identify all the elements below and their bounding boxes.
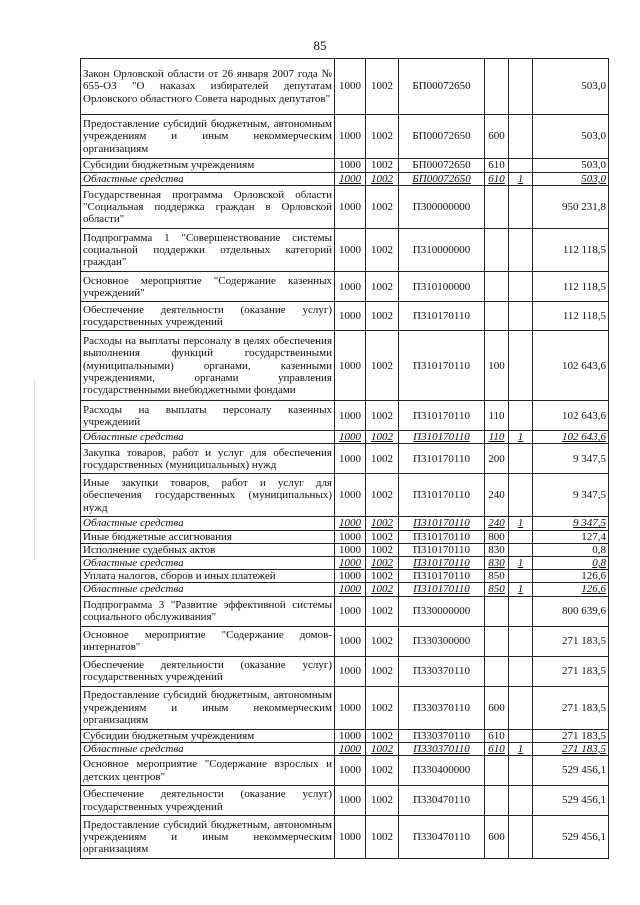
cell-funding-source xyxy=(509,331,533,401)
cell-subsection: 1002 xyxy=(366,570,399,583)
cell-funding-source xyxy=(509,474,533,517)
cell-funding-source xyxy=(509,401,533,431)
cell-target-article: БП00072650 xyxy=(399,59,485,115)
cell-section: 1000 xyxy=(335,115,366,159)
table-row xyxy=(81,570,609,583)
cell-amount: 0,8 xyxy=(533,543,609,556)
cell-target-article: П310000000 xyxy=(399,229,485,272)
table-row xyxy=(81,596,609,626)
cell-funding-source xyxy=(509,159,533,173)
cell-expense-type: 600 xyxy=(485,816,509,859)
cell-name: Обеспечение деятельности (оказание услуг) государственных учреждений xyxy=(81,786,335,816)
cell-expense-type: 610 xyxy=(485,729,509,742)
cell-section: 1000 xyxy=(335,596,366,626)
cell-name: Расходы на выплаты персоналу в целях обеспечения выполнения функций государственными (муниципальными) органами, казенными учреждениями, органами управления государственными внебюджетными фондами xyxy=(81,331,335,401)
table-row xyxy=(81,229,609,272)
budget-table-body xyxy=(81,59,609,859)
cell-target-article: П330370110 xyxy=(399,686,485,729)
cell-subsection: 1002 xyxy=(366,786,399,816)
cell-subsection: 1002 xyxy=(366,474,399,517)
table-row xyxy=(81,272,609,302)
table-row-oblast-funds xyxy=(81,173,609,186)
cell-funding-source xyxy=(509,444,533,474)
cell-name: Областные средства xyxy=(81,742,335,755)
cell-funding-source xyxy=(509,626,533,656)
cell-funding-source xyxy=(509,543,533,556)
cell-subsection: 1002 xyxy=(366,186,399,229)
cell-funding-source xyxy=(509,302,533,331)
cell-name: Государственная программа Орловской области "Социальная поддержка граждан в Орловской области" xyxy=(81,186,335,229)
cell-name: Областные средства xyxy=(81,517,335,530)
cell-expense-type: 610 xyxy=(485,159,509,173)
cell-section: 1000 xyxy=(335,431,366,444)
cell-expense-type: 610 xyxy=(485,742,509,755)
cell-amount: 126,6 xyxy=(533,583,609,596)
cell-section: 1000 xyxy=(335,474,366,517)
cell-target-article: П330370110 xyxy=(399,656,485,686)
cell-subsection: 1002 xyxy=(366,272,399,302)
table-row-oblast-funds xyxy=(81,742,609,755)
cell-funding-source xyxy=(509,596,533,626)
cell-amount: 9 347,5 xyxy=(533,474,609,517)
cell-target-article: БП00072650 xyxy=(399,173,485,186)
cell-name: Предоставление субсидий бюджетным, автономным учреждениям и иным некоммерческим организациям xyxy=(81,115,335,159)
cell-section: 1000 xyxy=(335,59,366,115)
table-row xyxy=(81,656,609,686)
cell-subsection: 1002 xyxy=(366,59,399,115)
cell-section: 1000 xyxy=(335,229,366,272)
cell-section: 1000 xyxy=(335,302,366,331)
cell-target-article: П310170110 xyxy=(399,431,485,444)
cell-target-article: П300000000 xyxy=(399,186,485,229)
cell-name: Предоставление субсидий бюджетным, автономным учреждениям и иным некоммерческим организациям xyxy=(81,816,335,859)
cell-section: 1000 xyxy=(335,444,366,474)
cell-target-article: П310170110 xyxy=(399,331,485,401)
cell-subsection: 1002 xyxy=(366,742,399,755)
cell-expense-type xyxy=(485,272,509,302)
table-row xyxy=(81,786,609,816)
cell-amount: 0,8 xyxy=(533,557,609,570)
cell-target-article: П310170110 xyxy=(399,401,485,431)
cell-subsection: 1002 xyxy=(366,431,399,444)
cell-target-article: П310170110 xyxy=(399,570,485,583)
cell-funding-source xyxy=(509,786,533,816)
cell-target-article: П310170110 xyxy=(399,557,485,570)
cell-target-article: П330400000 xyxy=(399,756,485,786)
table-row xyxy=(81,756,609,786)
cell-funding-source xyxy=(509,756,533,786)
cell-name: Подпрограмма 1 "Совершенствование системы социальной поддержки отдельных категорий граждан" xyxy=(81,229,335,272)
cell-amount: 127,4 xyxy=(533,530,609,543)
cell-amount: 9 347,5 xyxy=(533,444,609,474)
page-number: 85 xyxy=(313,38,327,53)
cell-target-article: БП00072650 xyxy=(399,159,485,173)
table-row xyxy=(81,59,609,115)
table-row-oblast-funds xyxy=(81,517,609,530)
cell-subsection: 1002 xyxy=(366,331,399,401)
cell-amount: 271 183,5 xyxy=(533,729,609,742)
cell-target-article: П330300000 xyxy=(399,626,485,656)
cell-amount: 271 183,5 xyxy=(533,742,609,755)
cell-amount: 126,6 xyxy=(533,570,609,583)
cell-target-article: П310170110 xyxy=(399,444,485,474)
cell-funding-source xyxy=(509,272,533,302)
cell-name: Основное мероприятие "Содержание домов-интернатов" xyxy=(81,626,335,656)
cell-expense-type: 110 xyxy=(485,401,509,431)
table-row xyxy=(81,186,609,229)
cell-name: Обеспечение деятельности (оказание услуг) государственных учреждений xyxy=(81,656,335,686)
cell-amount: 112 118,5 xyxy=(533,229,609,272)
cell-section: 1000 xyxy=(335,173,366,186)
cell-section: 1000 xyxy=(335,686,366,729)
cell-section: 1000 xyxy=(335,557,366,570)
cell-name: Основное мероприятие "Содержание взрослых и детских центров" xyxy=(81,756,335,786)
cell-subsection: 1002 xyxy=(366,530,399,543)
cell-expense-type: 100 xyxy=(485,331,509,401)
cell-expense-type xyxy=(485,229,509,272)
cell-target-article: БП00072650 xyxy=(399,115,485,159)
cell-funding-source: 1 xyxy=(509,517,533,530)
cell-target-article: П330470110 xyxy=(399,786,485,816)
cell-name: Уплата налогов, сборов и иных платежей xyxy=(81,570,335,583)
cell-section: 1000 xyxy=(335,816,366,859)
cell-target-article: П310170110 xyxy=(399,474,485,517)
cell-expense-type: 830 xyxy=(485,543,509,556)
cell-subsection: 1002 xyxy=(366,656,399,686)
cell-expense-type: 600 xyxy=(485,686,509,729)
table-row xyxy=(81,530,609,543)
cell-subsection: 1002 xyxy=(366,626,399,656)
budget-table xyxy=(80,58,609,859)
table-row xyxy=(81,331,609,401)
cell-expense-type xyxy=(485,626,509,656)
cell-funding-source xyxy=(509,570,533,583)
cell-target-article: П310170110 xyxy=(399,302,485,331)
cell-subsection: 1002 xyxy=(366,583,399,596)
cell-expense-type xyxy=(485,656,509,686)
cell-section: 1000 xyxy=(335,401,366,431)
table-row xyxy=(81,302,609,331)
cell-amount: 271 183,5 xyxy=(533,686,609,729)
table-row xyxy=(81,626,609,656)
cell-amount: 102 643,6 xyxy=(533,401,609,431)
cell-amount: 503,0 xyxy=(533,59,609,115)
cell-subsection: 1002 xyxy=(366,173,399,186)
cell-expense-type xyxy=(485,786,509,816)
cell-subsection: 1002 xyxy=(366,816,399,859)
cell-expense-type: 610 xyxy=(485,173,509,186)
cell-amount: 950 231,8 xyxy=(533,186,609,229)
cell-section: 1000 xyxy=(335,272,366,302)
cell-section: 1000 xyxy=(335,626,366,656)
cell-target-article: П330370110 xyxy=(399,742,485,755)
table-row xyxy=(81,474,609,517)
cell-subsection: 1002 xyxy=(366,115,399,159)
cell-funding-source xyxy=(509,729,533,742)
cell-amount: 503,0 xyxy=(533,115,609,159)
cell-name: Предоставление субсидий бюджетным, автономным учреждениям и иным некоммерческим организациям xyxy=(81,686,335,729)
cell-target-article: П310170110 xyxy=(399,543,485,556)
cell-section: 1000 xyxy=(335,543,366,556)
cell-amount: 112 118,5 xyxy=(533,302,609,331)
cell-name: Областные средства xyxy=(81,583,335,596)
cell-expense-type: 600 xyxy=(485,115,509,159)
cell-subsection: 1002 xyxy=(366,229,399,272)
cell-name: Субсидии бюджетным учреждениям xyxy=(81,159,335,173)
cell-subsection: 1002 xyxy=(366,302,399,331)
cell-subsection: 1002 xyxy=(366,517,399,530)
cell-subsection: 1002 xyxy=(366,401,399,431)
cell-subsection: 1002 xyxy=(366,596,399,626)
cell-target-article: П310100000 xyxy=(399,272,485,302)
table-row xyxy=(81,159,609,173)
cell-expense-type xyxy=(485,756,509,786)
cell-amount: 529 456,1 xyxy=(533,756,609,786)
cell-amount: 112 118,5 xyxy=(533,272,609,302)
table-row-oblast-funds xyxy=(81,431,609,444)
table-row xyxy=(81,729,609,742)
cell-subsection: 1002 xyxy=(366,557,399,570)
cell-funding-source: 1 xyxy=(509,173,533,186)
cell-section: 1000 xyxy=(335,756,366,786)
cell-expense-type: 240 xyxy=(485,474,509,517)
cell-expense-type: 830 xyxy=(485,557,509,570)
cell-amount: 102 643,6 xyxy=(533,431,609,444)
cell-expense-type xyxy=(485,596,509,626)
cell-expense-type: 850 xyxy=(485,570,509,583)
cell-section: 1000 xyxy=(335,186,366,229)
table-row xyxy=(81,444,609,474)
cell-funding-source xyxy=(509,186,533,229)
cell-expense-type xyxy=(485,186,509,229)
cell-section: 1000 xyxy=(335,517,366,530)
cell-section: 1000 xyxy=(335,742,366,755)
table-row-oblast-funds xyxy=(81,583,609,596)
table-row xyxy=(81,816,609,859)
cell-name: Исполнение судебных актов xyxy=(81,543,335,556)
cell-name: Подпрограмма 3 "Развитие эффективной системы социального обслуживания" xyxy=(81,596,335,626)
cell-subsection: 1002 xyxy=(366,729,399,742)
cell-amount: 800 639,6 xyxy=(533,596,609,626)
table-row xyxy=(81,543,609,556)
cell-section: 1000 xyxy=(335,570,366,583)
cell-amount: 102 643,6 xyxy=(533,331,609,401)
cell-name: Иные бюджетные ассигнования xyxy=(81,530,335,543)
cell-section: 1000 xyxy=(335,656,366,686)
cell-funding-source: 1 xyxy=(509,742,533,755)
cell-section: 1000 xyxy=(335,786,366,816)
cell-expense-type xyxy=(485,59,509,115)
cell-target-article: П310170110 xyxy=(399,517,485,530)
cell-target-article: П330470110 xyxy=(399,816,485,859)
table-row xyxy=(81,686,609,729)
cell-subsection: 1002 xyxy=(366,686,399,729)
cell-funding-source xyxy=(509,816,533,859)
cell-amount: 529 456,1 xyxy=(533,816,609,859)
cell-name: Закон Орловской области от 26 января 2007 года № 655-ОЗ "О наказах избирателей депутатам Орловского областного Совета народных депутатов" xyxy=(81,59,335,115)
cell-name: Областные средства xyxy=(81,557,335,570)
cell-section: 1000 xyxy=(335,530,366,543)
table-row xyxy=(81,401,609,431)
cell-funding-source: 1 xyxy=(509,431,533,444)
cell-amount: 271 183,5 xyxy=(533,656,609,686)
cell-expense-type xyxy=(485,302,509,331)
cell-amount: 503,0 xyxy=(533,173,609,186)
cell-target-article: П310170110 xyxy=(399,530,485,543)
cell-funding-source xyxy=(509,115,533,159)
cell-funding-source xyxy=(509,530,533,543)
cell-name: Областные средства xyxy=(81,173,335,186)
cell-name: Основное мероприятие "Содержание казенных учреждений" xyxy=(81,272,335,302)
cell-amount: 9 347,5 xyxy=(533,517,609,530)
cell-expense-type: 110 xyxy=(485,431,509,444)
table-row xyxy=(81,115,609,159)
cell-funding-source xyxy=(509,59,533,115)
cell-target-article: П330370110 xyxy=(399,729,485,742)
cell-funding-source: 1 xyxy=(509,557,533,570)
cell-target-article: П310170110 xyxy=(399,583,485,596)
cell-amount: 271 183,5 xyxy=(533,626,609,656)
cell-subsection: 1002 xyxy=(366,756,399,786)
cell-section: 1000 xyxy=(335,159,366,173)
cell-funding-source xyxy=(509,686,533,729)
cell-expense-type: 240 xyxy=(485,517,509,530)
cell-subsection: 1002 xyxy=(366,543,399,556)
cell-section: 1000 xyxy=(335,331,366,401)
cell-name: Иные закупки товаров, работ и услуг для обеспечения государственных (муниципальных) нужд xyxy=(81,474,335,517)
table-row-oblast-funds xyxy=(81,557,609,570)
cell-name: Расходы на выплаты персоналу казенных учреждений xyxy=(81,401,335,431)
cell-funding-source xyxy=(509,229,533,272)
cell-target-article: П330000000 xyxy=(399,596,485,626)
cell-subsection: 1002 xyxy=(366,444,399,474)
cell-amount: 529 456,1 xyxy=(533,786,609,816)
cell-funding-source xyxy=(509,656,533,686)
cell-funding-source: 1 xyxy=(509,583,533,596)
cell-section: 1000 xyxy=(335,729,366,742)
cell-expense-type: 850 xyxy=(485,583,509,596)
cell-name: Закупка товаров, работ и услуг для обеспечения государственных (муниципальных) нужд xyxy=(81,444,335,474)
scan-margin-mark xyxy=(34,380,36,560)
cell-section: 1000 xyxy=(335,583,366,596)
cell-expense-type: 800 xyxy=(485,530,509,543)
cell-amount: 503,0 xyxy=(533,159,609,173)
cell-name: Обеспечение деятельности (оказание услуг) государственных учреждений xyxy=(81,302,335,331)
cell-subsection: 1002 xyxy=(366,159,399,173)
cell-name: Субсидии бюджетным учреждениям xyxy=(81,729,335,742)
cell-expense-type: 200 xyxy=(485,444,509,474)
cell-name: Областные средства xyxy=(81,431,335,444)
